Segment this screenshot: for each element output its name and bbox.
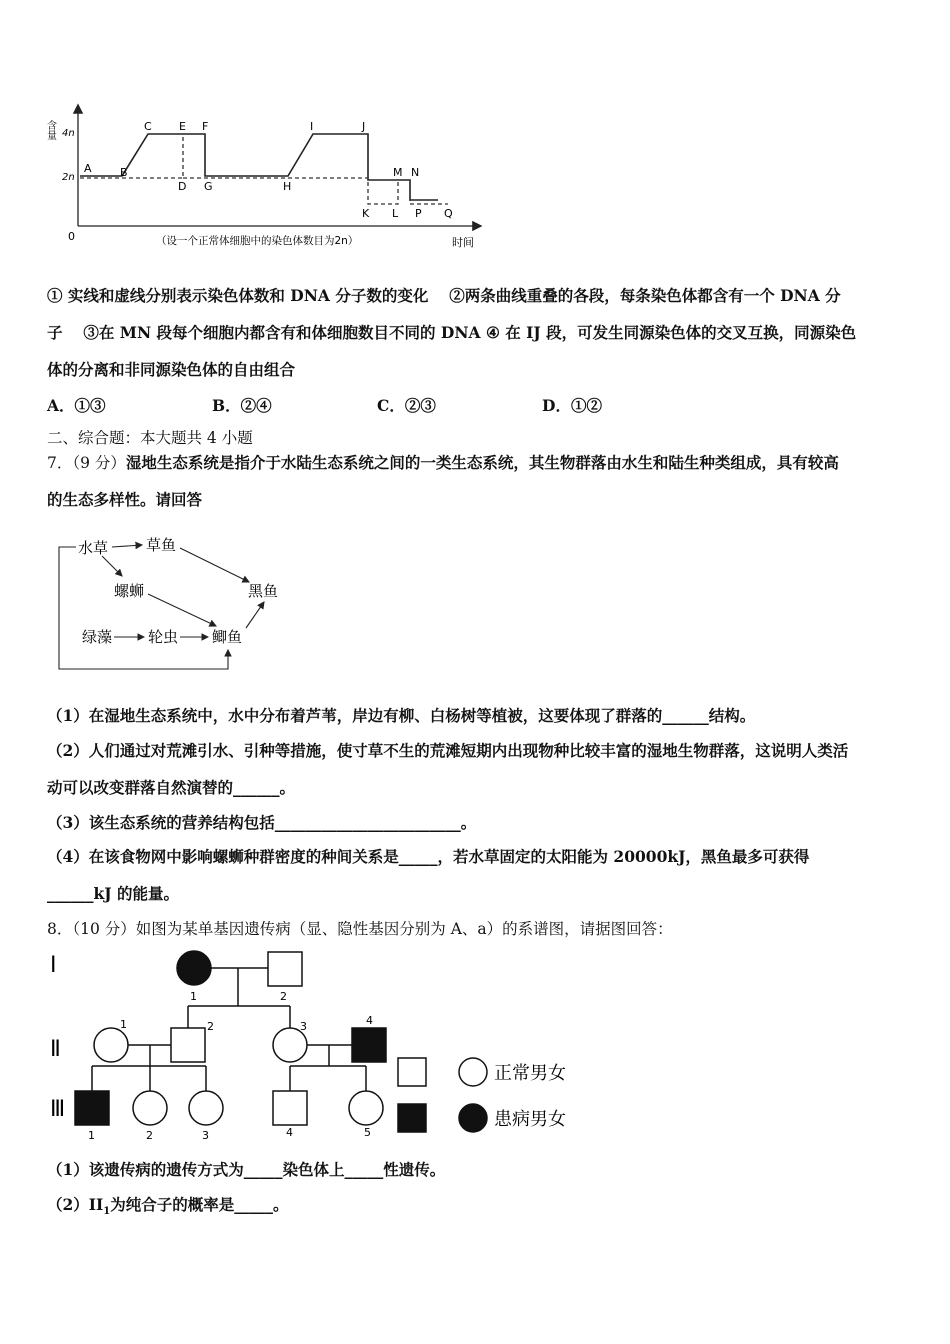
II3-number: 3 (300, 1020, 307, 1033)
I1-number: 1 (190, 990, 197, 1003)
III1-number: 1 (88, 1129, 95, 1142)
legend-affected-label: 患病男女 (494, 1109, 566, 1130)
II4-number: 4 (366, 1014, 373, 1027)
q8-part2-sub: 1 (103, 1206, 111, 1218)
point-C: C (144, 120, 152, 133)
point-M: M (393, 166, 403, 179)
q7-score: （9 分） (72, 454, 126, 472)
q7-number: 7． (47, 454, 73, 472)
q7-part4-line2: ______kJ 的能量。 (47, 884, 179, 903)
q7-part2-line2: 动可以改变群落自然演替的______。 (47, 778, 296, 797)
graph-origin: 0 (68, 230, 75, 243)
point-H: H (283, 180, 292, 193)
q7-intro-line1 (47, 453, 839, 473)
point-E: E (179, 120, 186, 133)
q8-part2 (47, 1195, 289, 1222)
q6-option-d: D．①② (542, 396, 602, 415)
q8-part2-pre: （2）II (47, 1195, 104, 1214)
q7-intro-text: 湿地生态系统是指介于水陆生态系统之间的一类生态系统，其生物群落由水生和陆生种类组成，具有较高 (125, 453, 839, 472)
node-shuicao: 水草 (78, 539, 109, 557)
q8-intro (47, 919, 673, 939)
q7-intro-line2: 的生态多样性。请回答 (47, 490, 203, 509)
graph-caption: （设一个正常体细胞中的染色体数目为2n） (156, 235, 359, 247)
III3-normal-female (189, 1091, 223, 1125)
q7-part3: （3）该生态系统的营养结构包括________________________。 (47, 813, 477, 832)
q8-number: 8． (47, 920, 73, 938)
III2-normal-female (133, 1091, 167, 1125)
III4-normal-male (273, 1091, 307, 1125)
I2-number: 2 (280, 990, 287, 1003)
graph-y-4n: 4n (62, 128, 75, 139)
q8-part1: （1）该遗传病的遗传方式为_____染色体上_____性遗传。 (47, 1160, 446, 1179)
point-G: G (204, 180, 213, 193)
legend-normal-female (459, 1058, 487, 1086)
q7-part1: （1）在湿地生态系统中，水中分布着芦苇，岸边有柳、白杨树等植被，这要体现了群落的______结构。 (47, 706, 756, 725)
q6-stmt-line3: 体的分离和非同源染色体的自由组合 (47, 360, 296, 379)
q8-score: （10 分） (72, 920, 136, 938)
node-luoshi: 螺蛳 (114, 582, 145, 600)
gen-II-label: Ⅱ (50, 1037, 61, 1062)
pedigree-chart (44, 946, 590, 1146)
II4-affected-male (352, 1028, 386, 1062)
II1-number: 1 (120, 1018, 127, 1031)
solid-curve (80, 134, 438, 200)
gen-III-label: Ⅲ (50, 1097, 66, 1122)
chromosome-dna-graph (40, 98, 500, 250)
q6-option-c: C．②③ (377, 396, 436, 415)
point-D: D (178, 180, 187, 193)
point-A: A (84, 162, 92, 175)
q8-part2-post: 为纯合子的概率是_____。 (110, 1195, 289, 1214)
point-I: I (310, 120, 314, 133)
q7-part4-line1: （4）在该食物网中影响螺蛳种群密度的种间关系是_____，若水草固定的太阳能为 20000kJ，黑鱼最多可获得 (47, 847, 810, 866)
graph-y-2n: 2n (62, 172, 75, 183)
legend-affected-male (398, 1104, 426, 1132)
node-lvzao: 绿藻 (82, 628, 113, 646)
point-P: P (415, 207, 422, 220)
q6-stmt-line2: 子 ③在 MN 段每个细胞内都含有和体细胞数目不同的 DNA ④ 在 IJ 段，可发生同源染色体的交叉互换，同源染色 (47, 323, 857, 342)
q6-option-a: A．①③ (47, 396, 106, 415)
node-jiyu: 鲫鱼 (212, 628, 243, 646)
food-web-diagram (54, 532, 294, 674)
point-L: L (392, 207, 399, 220)
III2-number: 2 (146, 1129, 153, 1142)
q7-part2-line1: （2）人们通过对荒滩引水、引种等措施，使寸草不生的荒滩短期内出现物种比较丰富的湿地生物群落，这说明人类活 (47, 741, 849, 760)
III3-number: 3 (202, 1129, 209, 1142)
I2-normal-male (268, 952, 302, 986)
legend-affected-female (459, 1104, 487, 1132)
II3-normal-female (273, 1028, 307, 1062)
point-N: N (411, 166, 420, 179)
I1-affected-female (177, 951, 211, 985)
node-heiyu: 黑鱼 (248, 582, 279, 600)
graph-xlabel: 时间 (452, 236, 474, 249)
section-title: 二、综合题：本大题共 4 小题 (47, 429, 253, 447)
legend-normal-male (398, 1058, 426, 1086)
point-K: K (362, 207, 370, 220)
point-Q: Q (444, 207, 453, 220)
node-caoyu: 草鱼 (146, 536, 177, 554)
III5-number: 5 (364, 1126, 371, 1139)
III5-normal-female (349, 1091, 383, 1125)
point-J: J (362, 120, 366, 133)
III1-affected-male (75, 1091, 109, 1125)
q6-option-b: B．②④ (212, 396, 272, 415)
legend-normal-label: 正常男女 (494, 1063, 566, 1084)
II2-number: 2 (207, 1020, 214, 1033)
point-B: B (120, 166, 128, 179)
q8-intro-text: 如图为某单基因遗传病（显、隐性基因分别为 A、a）的系谱图，请据图回答： (135, 920, 673, 938)
II1-normal-female (94, 1028, 128, 1062)
II2-normal-male (171, 1028, 205, 1062)
q6-stmt-line1: ① 实线和虚线分别表示染色体数和 DNA 分子数的变化 ②两条曲线重叠的各段，每条染色体都含有一个 DNA 分 (47, 286, 841, 305)
graph-ylabel: 含量 (44, 120, 56, 140)
III4-number: 4 (286, 1126, 293, 1139)
point-F: F (202, 120, 209, 133)
gen-I-label: Ⅰ (50, 953, 57, 978)
node-lunchong: 轮虫 (148, 628, 179, 646)
